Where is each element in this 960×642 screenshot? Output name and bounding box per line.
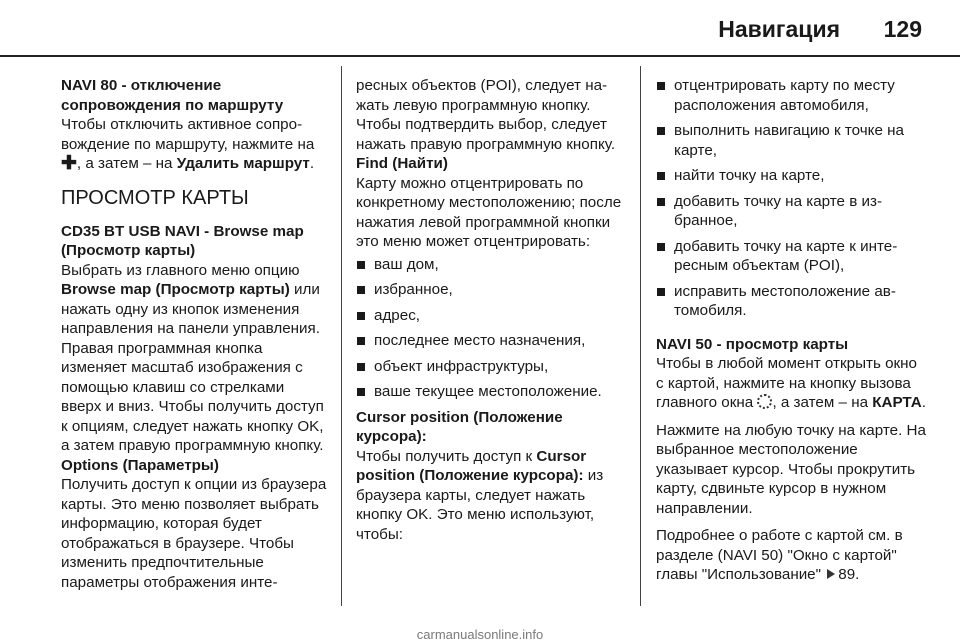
column-divider-1 xyxy=(341,66,342,606)
list-item: ваше текущее местоположение. xyxy=(356,382,626,402)
paragraph-reference: Подробнее о работе с картой см. в разделе (NAVI 50) "Окно с картой" главы "Использование" 89. xyxy=(656,527,903,583)
list-item: объект инфраструктуры, xyxy=(356,357,626,377)
find-list xyxy=(356,255,626,402)
paragraph-find: Карту можно отцентрировать по конкретному местоположению; после нажатия левой программной кнопки это меню может отцентрировать: xyxy=(356,174,622,250)
column-3 xyxy=(656,76,926,585)
list-item: отцентрировать карту по месту расположения автомобиля, xyxy=(656,76,926,115)
section-title: Навигация xyxy=(718,16,840,42)
heading-cd35-browse-map: CD35 BT USB NAVI - Browse map (Просмотр карты) xyxy=(61,222,304,259)
header-rule xyxy=(0,55,960,57)
paragraph-cursor-position: Чтобы получить доступ к Cursor position (Положение курсора): из браузера карты, следует нажать кнопку OK. Это меню используют, чтобы: xyxy=(356,447,604,543)
list-item: исправить местоположение автомобиля. xyxy=(656,282,926,321)
paragraph-poi: ресных объектов (POI), следует нажать левую программную кнопку. Чтобы подтвердить выбор, следует нажать правую программную кнопку. xyxy=(356,77,616,153)
list-item: добавить точку на карте в избранное, xyxy=(656,192,926,231)
home-screen-icon xyxy=(757,394,772,409)
paragraph-scroll-map: Нажмите на любую точку на карте. На выбранное местоположение указывает курсор. Чтобы прокрутить карту, сдвиньте курсор в нужном направлении. xyxy=(656,421,926,517)
heading-navi80-cancel: NAVI 80 - отключение сопровождения по маршруту xyxy=(61,77,284,114)
heading-find: Find (Найти) xyxy=(356,155,448,172)
list-item: выполнить навигацию к точке на карте, xyxy=(656,121,926,160)
plus-icon: ✚ xyxy=(61,153,77,174)
paragraph-options: Получить доступ к опции из браузера карты. Это меню позволяет выбрать информацию, которая будет отображаться в браузере. Чтобы изменить предпочтительные параметры отображения инте- xyxy=(61,476,327,591)
paragraph-browse-map: Выбрать из главного меню опцию Browse map (Просмотр карты) или нажать одну из кнопок изменения направления на панели управления. Правая программная кнопка изменяет масштаб изображения с помощью клавиш со стрелками вверх и вниз. Чтобы получить доступ к опциям, следует нажать кнопку OK, а затем правую программную кнопку. xyxy=(61,261,324,454)
column-divider-2 xyxy=(640,66,641,606)
list-item: добавить точку на карте к интересным объектам (POI), xyxy=(656,237,926,276)
watermark: carmanualsonline.info xyxy=(416,627,544,642)
page-reference-icon xyxy=(827,569,835,579)
list-item: найти точку на карте, xyxy=(656,166,926,186)
heading-options: Options (Параметры) xyxy=(61,456,219,474)
column-2 xyxy=(356,76,626,544)
heading-navi50-map: NAVI 50 - просмотр карты xyxy=(656,335,849,353)
paragraph-cancel-route: Чтобы отключить активное сопровождение по маршруту, нажмите на ✚, а затем – на Удалить маршрут. xyxy=(61,116,315,174)
paragraph-open-map: Чтобы в любой момент открыть окно с картой, нажмите на кнопку вызова главного окна , а затем – на КАРТА. xyxy=(656,355,926,411)
list-item: последнее место назначения, xyxy=(356,331,626,351)
cursor-options-list xyxy=(656,76,926,321)
heading-cursor-position: Cursor position (Положение курсора): xyxy=(356,408,563,445)
column-1 xyxy=(61,76,327,592)
list-item: адрес, xyxy=(356,306,626,326)
list-item: ваш дом, xyxy=(356,255,626,275)
list-item: избранное, xyxy=(356,280,626,300)
page-header xyxy=(0,0,960,60)
section-heading-map-view: ПРОСМОТР КАРТЫ xyxy=(61,186,249,209)
page-number: 129 xyxy=(883,16,922,42)
